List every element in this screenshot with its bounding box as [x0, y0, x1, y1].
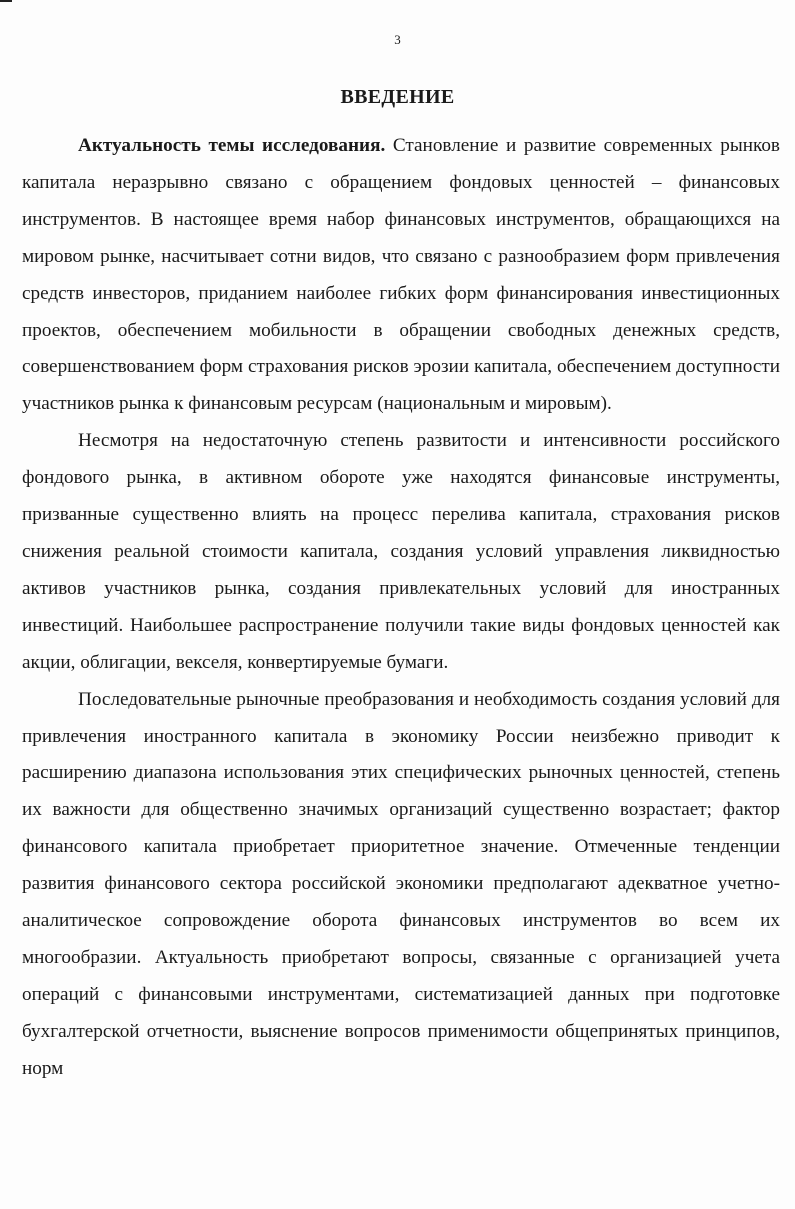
- paragraph-2: Несмотря на недостаточную степень развитости и интенсивности российского фондового рынка, в активном обороте уже находятся финансовые инструменты, призванные существенно влиять на процесс перелива капитала, страхования рисков снижения реальной стоимости капитала, создания условий управления ликвидностью активов участников рынка, создания привлекательных условий для иностранных инвестиций. Наибольшее распространение получили такие виды фондовых ценностей как акции, облигации, векселя, конвертируемые бумаги.: [22, 430, 780, 673]
- page-number: 3: [394, 32, 401, 47]
- paragraph-1: [22, 128, 780, 423]
- paragraph-1-lead: Актуальность темы исследования.: [78, 135, 386, 156]
- scan-corner-mark: [0, 0, 12, 2]
- paragraph-3: Последовательные рыночные преобразования и необходимость создания условий для привлечения иностранного капитала в экономику России неизбежно приводит к расширению диапазона использования этих специфических рыночных ценностей, степень их важности для общественно значимых организаций существенно возрастает; фактор финансового капитала приобретает приоритетное значение. Отмеченные тенденции развития финансового сектора российской экономики предполагают адекватное учетно-аналитическое сопровождение оборота финансовых инструментов во всем их многообразии. Актуальность приобретают вопросы, связанные с организацией учета операций с финансовыми инструментами, систематизацией данных при подготовке бухгалтерской отчетности, выяснение вопросов применимости общепринятых принципов, норм: [22, 688, 780, 1079]
- paragraph-1-text: Становление и развитие современных рынков капитала неразрывно связано с обращением фондовых ценностей – финансовых инструментов. В настоящее время набор финансовых инструментов, обращающихся на мировом рынке, насчитывает сотни видов, что связано с разнообразием форм привлечения средств инвесторов, приданием наиболее гибких форм финансирования инвестиционных проектов, обеспечением мобильности в обращении свободных денежных средств, совершенствованием форм страхования рисков эрозии капитала, обеспечением доступности участников рынка к финансовым ресурсам (национальным и мировым).: [22, 135, 780, 415]
- section-heading: ВВЕДЕНИЕ: [340, 86, 455, 108]
- body-text: [22, 128, 780, 1088]
